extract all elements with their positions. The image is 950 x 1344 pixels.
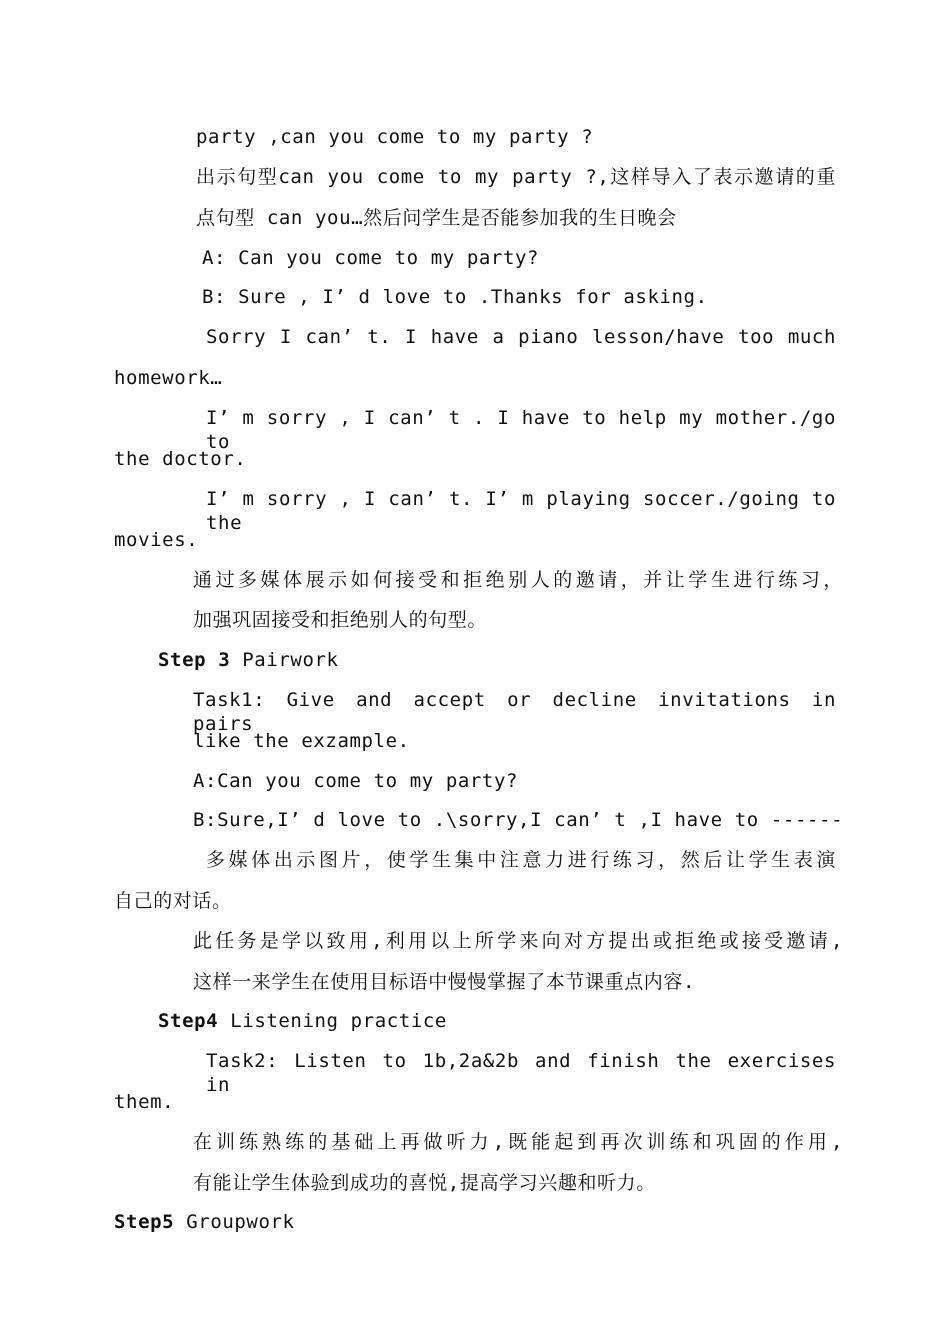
text-line: 这样一来学生在使用目标语中慢慢掌握了本节课重点内容. (193, 971, 696, 993)
text-line: I’ m sorry , I can’ t. I’ m playing soccer./going to the (206, 488, 836, 534)
text-line: 有能让学生体验到成功的喜悦,提高学习兴趣和听力。 (193, 1172, 656, 1194)
step-title: Pairwork (230, 649, 339, 671)
step-title: Listening practice (218, 1010, 447, 1032)
step-label: Step 3 (158, 649, 231, 671)
text-line: the doctor. (114, 448, 247, 470)
text-line: them. (114, 1091, 175, 1113)
text-line: movies. (114, 529, 199, 551)
step-title: Groupwork (174, 1211, 295, 1233)
dialogue-line-b: B: Sure , I’ d love to .Thanks for asking. (202, 286, 708, 308)
text-line: 通过多媒体展示如何接受和拒绝别人的邀请，并让学生进行练习， (193, 569, 843, 591)
text-line: I’ m sorry , I can’ t . I have to help my mother./go to (206, 407, 836, 453)
step-label: Step5 (114, 1211, 175, 1233)
text-line: 加强巩固接受和拒绝别人的句型。 (193, 609, 488, 631)
dialogue-line-a: A: Can you come to my party? (202, 247, 540, 269)
text-line: 出示句型can you come to my party ?,这样导入了表示邀请的重 (196, 166, 836, 188)
text-line: party ,can you come to my party ? (196, 126, 594, 148)
text-line: Task1: Give and accept or decline invitations in pairs (193, 689, 836, 735)
text-line: 此任务是学以致用,利用以上所学来向对方提出或拒绝或接受邀请, (193, 930, 843, 952)
text-line: Task2: Listen to 1b,2a&2b and finish the exercises in (206, 1050, 836, 1096)
text-line: 点句型 can you…然后问学生是否能参加我的生日晚会 (196, 207, 677, 229)
step-label: Step4 (158, 1010, 219, 1032)
text-line: 自己的对话。 (114, 890, 232, 912)
step-heading (114, 1210, 295, 1234)
text-line: like the exzample. (193, 730, 410, 752)
step-heading (158, 1009, 447, 1033)
text-line: Sorry I can’ t. I have a piano lesson/have too much (206, 326, 836, 348)
step-heading (158, 648, 339, 672)
text-line: homework… (114, 367, 223, 389)
dialogue-line-a: A:Can you come to my party? (193, 770, 519, 792)
dialogue-line-b: B:Sure,I’ d love to .\sorry,I can’ t ,I have to ------ (193, 809, 844, 831)
text-line: 在训练熟练的基础上再做听力,既能起到再次训练和巩固的作用, (193, 1131, 843, 1153)
text-line: 多媒体出示图片，使学生集中注意力进行练习，然后让学生表演 (206, 849, 836, 871)
